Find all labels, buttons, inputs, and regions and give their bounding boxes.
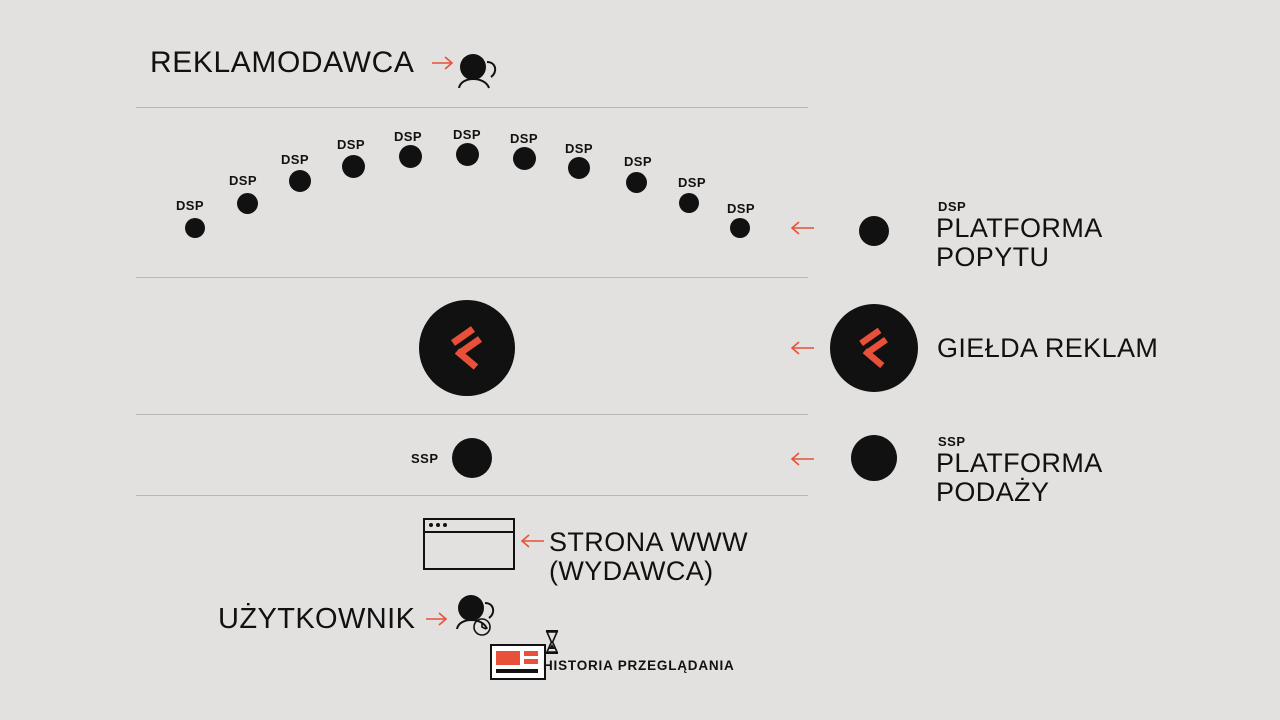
dsp-label: DSP <box>678 175 706 190</box>
advertiser-person-icon <box>446 48 506 97</box>
dsp-legend-arrow-icon <box>786 219 816 237</box>
divider-2 <box>136 277 808 278</box>
ad-exchange-node[interactable] <box>419 300 515 396</box>
dsp-node[interactable] <box>342 155 365 178</box>
ssp-legend-arrow-icon <box>786 450 816 468</box>
ssp-legend-node <box>851 435 897 481</box>
ssp-node[interactable] <box>452 438 492 478</box>
dsp-node[interactable] <box>730 218 750 238</box>
dsp-legend-node <box>859 216 889 246</box>
gavel-icon <box>849 323 899 373</box>
website-title-line1: STRONA WWW <box>549 527 748 557</box>
ad-banner-icon <box>490 644 546 680</box>
browser-titlebar <box>425 520 513 533</box>
dsp-label: DSP <box>281 152 309 167</box>
ssp-legend-abbrev: SSP <box>938 434 966 449</box>
user-person-icon <box>444 586 506 643</box>
dsp-node[interactable] <box>399 145 422 168</box>
dsp-label: DSP <box>565 141 593 156</box>
dsp-label: DSP <box>510 131 538 146</box>
website-title-line2: (WYDAWCA) <box>549 556 714 586</box>
gavel-icon <box>440 321 494 375</box>
divider-4 <box>136 495 808 496</box>
website-arrow-icon <box>516 532 546 550</box>
dsp-label: DSP <box>727 201 755 216</box>
browsing-history-label: HISTORIA PRZEGLĄDANIA <box>543 658 735 673</box>
website-browser-window-icon[interactable] <box>423 518 515 570</box>
dsp-node[interactable] <box>626 172 647 193</box>
ssp-legend-line2: PODAŻY <box>936 477 1050 507</box>
dsp-node[interactable] <box>679 193 699 213</box>
dsp-label: DSP <box>624 154 652 169</box>
dsp-node[interactable] <box>568 157 590 179</box>
divider-1 <box>136 107 808 108</box>
dsp-label: DSP <box>453 127 481 142</box>
hourglass-icon <box>543 629 561 660</box>
divider-3 <box>136 414 808 415</box>
dsp-node[interactable] <box>513 147 536 170</box>
dsp-legend-abbrev: DSP <box>938 199 967 214</box>
dsp-label: DSP <box>337 137 365 152</box>
dsp-label: DSP <box>394 129 422 144</box>
dsp-node[interactable] <box>289 170 311 192</box>
ad-exchange-arrow-icon <box>786 339 816 357</box>
dsp-node[interactable] <box>456 143 479 166</box>
user-title: UŻYTKOWNIK <box>218 603 416 635</box>
dsp-node[interactable] <box>237 193 258 214</box>
ad-exchange-legend-title: GIEŁDA REKLAM <box>937 333 1159 363</box>
dsp-legend-line2: POPYTU <box>936 242 1050 272</box>
ssp-node-label: SSP <box>411 451 439 466</box>
dsp-label: DSP <box>176 198 204 213</box>
ad-exchange-legend-node <box>830 304 918 392</box>
dsp-legend-line1: PLATFORMA <box>936 213 1103 243</box>
advertiser-title: REKLAMODAWCA <box>150 46 415 79</box>
ssp-legend-line1: PLATFORMA <box>936 448 1103 478</box>
dsp-node[interactable] <box>185 218 205 238</box>
dsp-label: DSP <box>229 173 257 188</box>
